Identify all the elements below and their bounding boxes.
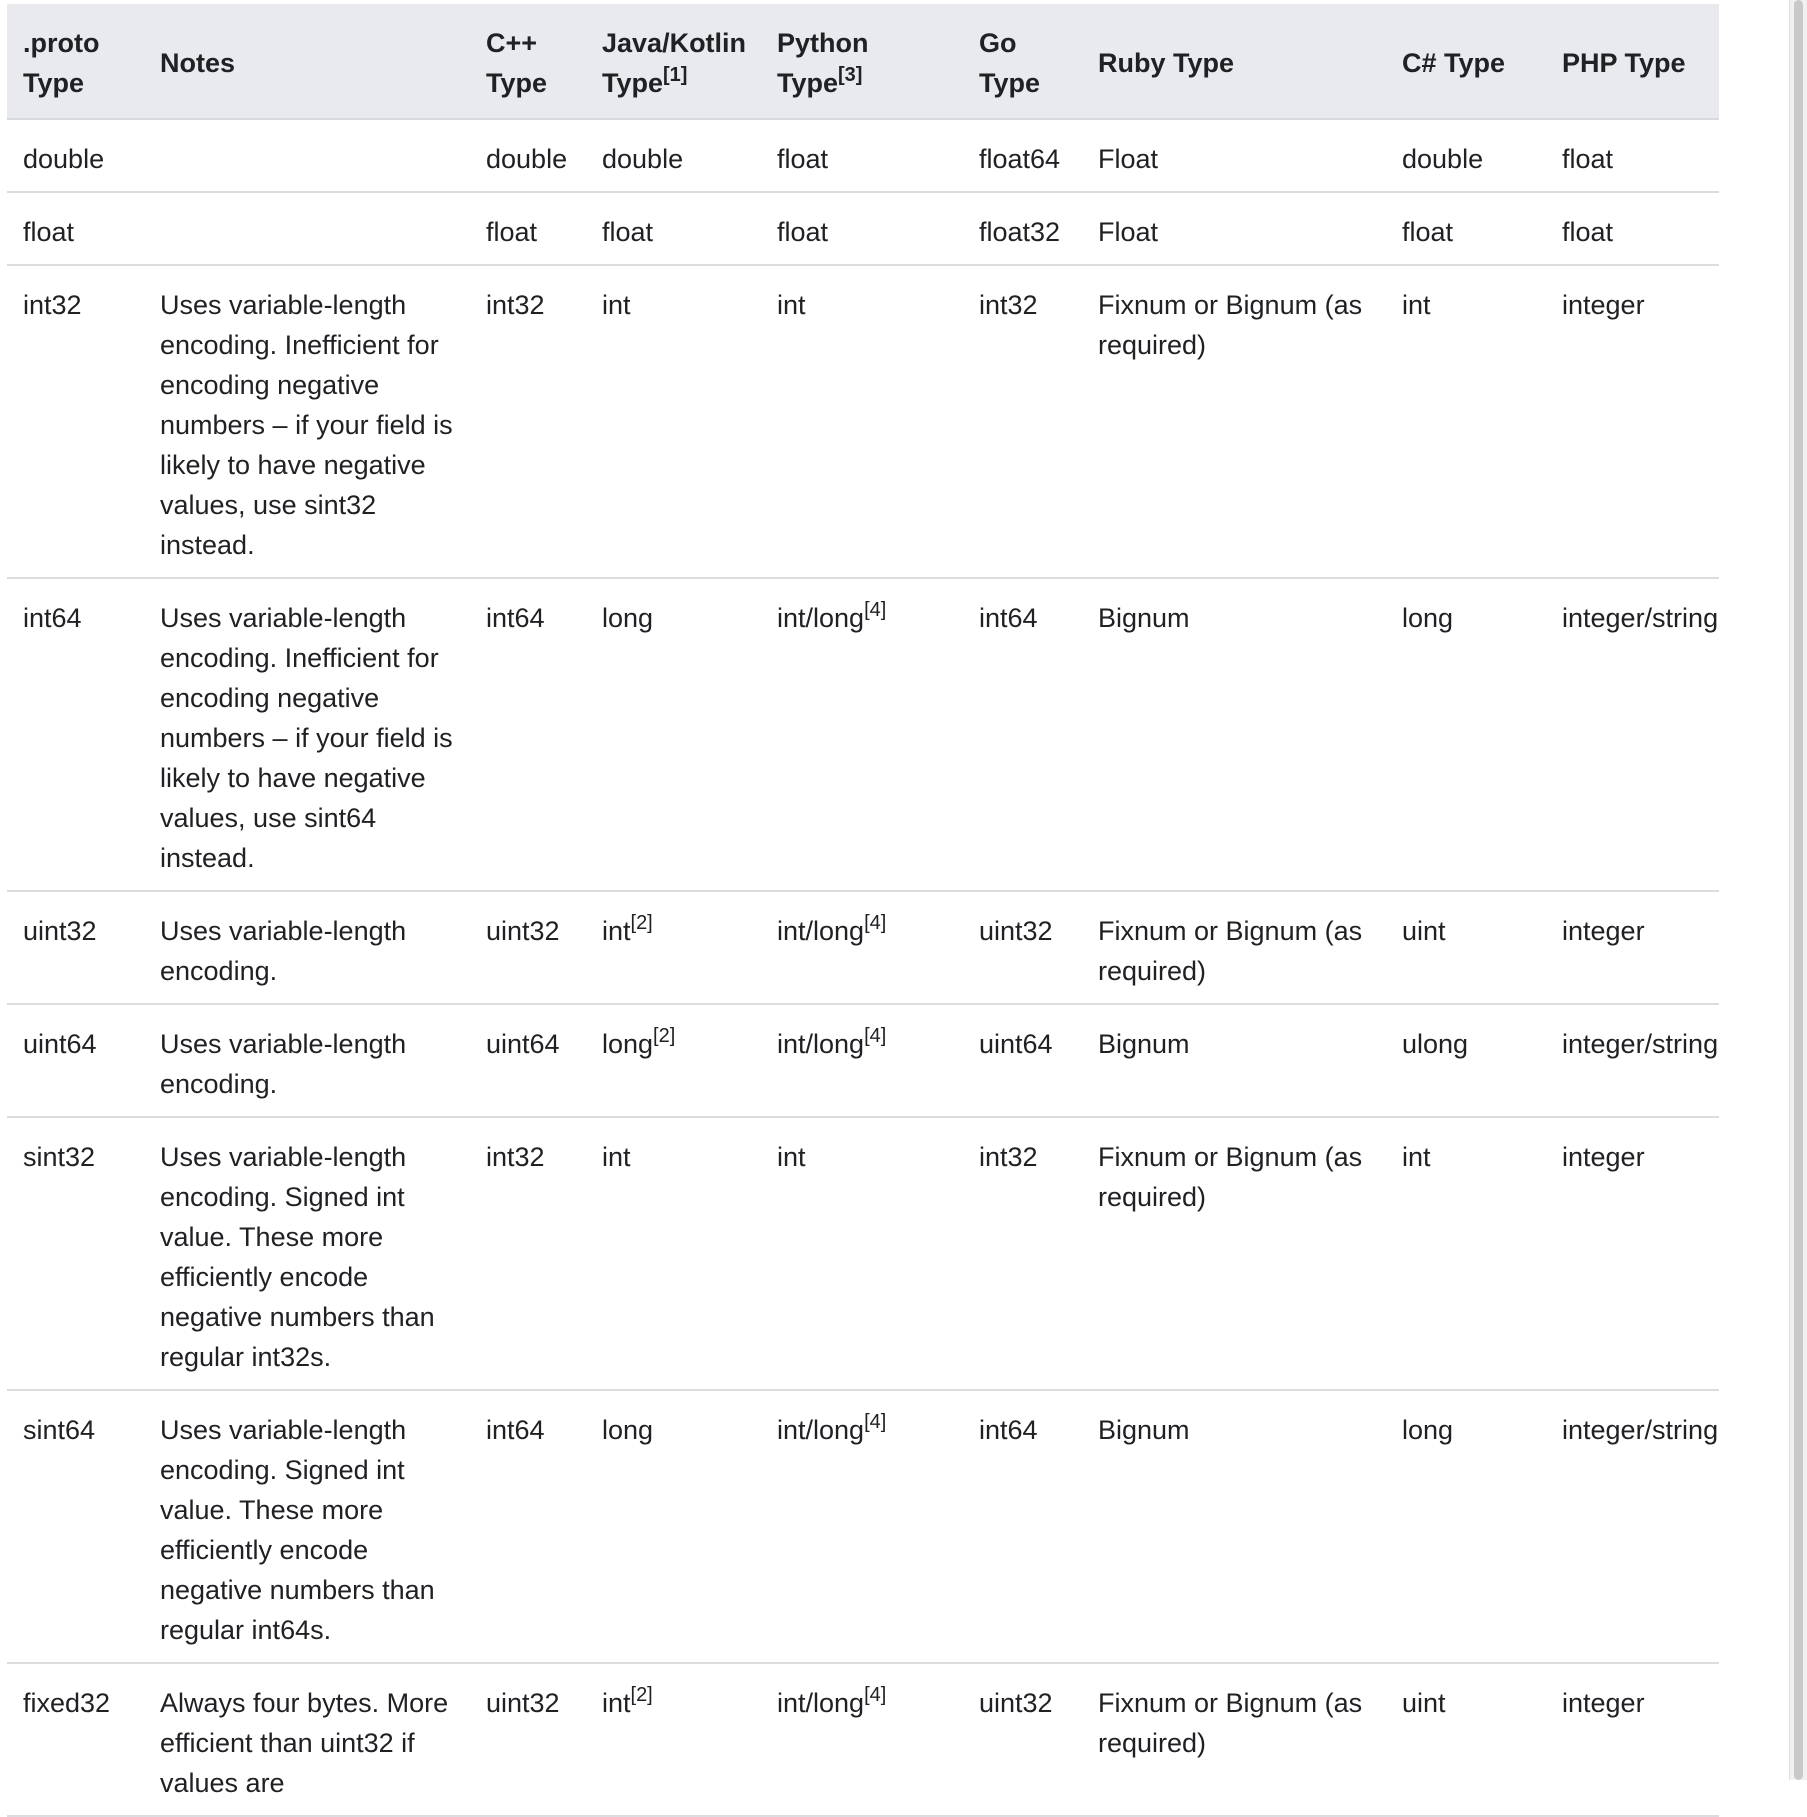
column-header-csharp-type bbox=[1386, 4, 1546, 119]
cell-text: int64 bbox=[486, 603, 545, 633]
table-cell-python-type bbox=[761, 1117, 963, 1390]
table-cell-java-kotlin-type bbox=[586, 1004, 761, 1117]
cell-text: float bbox=[486, 217, 538, 247]
cell-text: uint bbox=[1402, 916, 1446, 946]
cell-text: int bbox=[1402, 290, 1431, 320]
table-cell-ruby-type bbox=[1082, 578, 1386, 891]
table-cell-proto-type bbox=[7, 1004, 144, 1117]
column-header-cpp-type bbox=[470, 4, 586, 119]
table-cell-php-type bbox=[1546, 119, 1719, 192]
cell-text: int/long bbox=[777, 603, 865, 633]
table-cell-csharp-type bbox=[1386, 1117, 1546, 1390]
cell-text: long bbox=[1402, 1415, 1454, 1445]
table-cell-go-type bbox=[963, 1004, 1082, 1117]
cell-text: sint64 bbox=[23, 1415, 96, 1445]
table-cell-proto-type bbox=[7, 265, 144, 578]
cell-text: float32 bbox=[979, 217, 1061, 247]
cell-text: uint32 bbox=[979, 1688, 1053, 1718]
column-header-proto-type bbox=[7, 4, 144, 119]
cell-text: Uses variable-length encoding. Signed int value. These more efficiently encode negative numbers than regular int32s. bbox=[160, 1142, 435, 1372]
cell-text: Fixnum or Bignum (as required) bbox=[1098, 1688, 1363, 1758]
table-cell-csharp-type bbox=[1386, 1390, 1546, 1663]
cell-text: int64 bbox=[23, 603, 82, 633]
footnote-ref[interactable]: [2] bbox=[630, 912, 653, 935]
table-cell-ruby-type bbox=[1082, 1117, 1386, 1390]
table-row bbox=[7, 578, 1719, 891]
footnote-ref[interactable]: [4] bbox=[864, 599, 887, 622]
table-cell-cpp-type bbox=[470, 192, 586, 265]
table-cell-go-type bbox=[963, 1390, 1082, 1663]
table-cell-csharp-type bbox=[1386, 192, 1546, 265]
table-cell-proto-type bbox=[7, 891, 144, 1004]
table-cell-csharp-type bbox=[1386, 119, 1546, 192]
cell-text: uint64 bbox=[979, 1029, 1053, 1059]
table-cell-proto-type bbox=[7, 192, 144, 265]
table-cell-python-type bbox=[761, 1004, 963, 1117]
table-cell-java-kotlin-type bbox=[586, 578, 761, 891]
cell-text: float bbox=[777, 217, 829, 247]
column-header-ruby-type bbox=[1082, 4, 1386, 119]
cell-text: Fixnum or Bignum (as required) bbox=[1098, 1142, 1363, 1212]
table-row bbox=[7, 1663, 1719, 1816]
cell-text: integer bbox=[1562, 1142, 1645, 1172]
cell-text: Uses variable-length encoding. bbox=[160, 916, 407, 986]
footnote-ref[interactable]: [4] bbox=[864, 1411, 887, 1434]
cell-text: int32 bbox=[979, 290, 1038, 320]
cell-text: double bbox=[602, 144, 684, 174]
footnote-ref[interactable]: [2] bbox=[630, 1684, 653, 1707]
table-cell-csharp-type bbox=[1386, 1663, 1546, 1816]
table-cell-php-type bbox=[1546, 1004, 1719, 1117]
column-header-label: Java/Kotlin Type bbox=[602, 28, 747, 98]
table-row bbox=[7, 119, 1719, 192]
table-cell-notes bbox=[144, 1663, 470, 1816]
cell-text: int/long bbox=[777, 1029, 865, 1059]
table-cell-proto-type bbox=[7, 119, 144, 192]
table-cell-cpp-type bbox=[470, 1117, 586, 1390]
table-cell-cpp-type bbox=[470, 1390, 586, 1663]
footnote-ref[interactable]: [4] bbox=[864, 1025, 887, 1048]
cell-text: fixed32 bbox=[23, 1688, 111, 1718]
cell-text: int64 bbox=[979, 603, 1038, 633]
footnote-ref[interactable]: [3] bbox=[838, 64, 863, 87]
cell-text: uint32 bbox=[979, 916, 1053, 946]
cell-text: Uses variable-length encoding. Inefficient for encoding negative numbers – if your field is likely to have negative values, use sint64 instead. bbox=[160, 603, 453, 873]
cell-text: double bbox=[23, 144, 105, 174]
cell-text: float bbox=[1562, 144, 1614, 174]
table-cell-cpp-type bbox=[470, 265, 586, 578]
cell-text: long bbox=[602, 603, 654, 633]
table-cell-notes bbox=[144, 891, 470, 1004]
cell-text: Bignum bbox=[1098, 603, 1190, 633]
table-cell-java-kotlin-type bbox=[586, 192, 761, 265]
column-header-label: Go Type bbox=[979, 28, 1041, 98]
cell-text: Bignum bbox=[1098, 1029, 1190, 1059]
table-cell-cpp-type bbox=[470, 119, 586, 192]
cell-text: long bbox=[1402, 603, 1454, 633]
cell-text: int bbox=[602, 1688, 631, 1718]
type-mapping-table bbox=[7, 4, 1719, 1817]
cell-text: int bbox=[602, 916, 631, 946]
cell-text: ulong bbox=[1402, 1029, 1469, 1059]
table-cell-java-kotlin-type bbox=[586, 1663, 761, 1816]
cell-text: Fixnum or Bignum (as required) bbox=[1098, 290, 1363, 360]
cell-text: integer bbox=[1562, 1688, 1645, 1718]
cell-text: Float bbox=[1098, 217, 1159, 247]
table-cell-proto-type bbox=[7, 1117, 144, 1390]
cell-text: float bbox=[23, 217, 75, 247]
table-header bbox=[7, 4, 1719, 119]
cell-text: float bbox=[777, 144, 829, 174]
cell-text: int bbox=[602, 1142, 631, 1172]
cell-text: float bbox=[1402, 217, 1454, 247]
table-cell-python-type bbox=[761, 119, 963, 192]
table-cell-notes bbox=[144, 1004, 470, 1117]
cell-text: uint64 bbox=[486, 1029, 560, 1059]
column-header-go-type bbox=[963, 4, 1082, 119]
table-cell-cpp-type bbox=[470, 1663, 586, 1816]
table-cell-go-type bbox=[963, 265, 1082, 578]
table-cell-notes bbox=[144, 119, 470, 192]
cell-text: float64 bbox=[979, 144, 1061, 174]
column-header-label: Python Type bbox=[777, 28, 869, 98]
column-header-label: .proto Type bbox=[23, 28, 100, 98]
column-header-label: Ruby Type bbox=[1098, 48, 1235, 78]
table-cell-php-type bbox=[1546, 192, 1719, 265]
cell-text: int32 bbox=[23, 290, 82, 320]
table-cell-cpp-type bbox=[470, 891, 586, 1004]
vertical-scrollbar[interactable] bbox=[1789, 0, 1807, 1780]
table-cell-php-type bbox=[1546, 1390, 1719, 1663]
table-cell-go-type bbox=[963, 891, 1082, 1004]
cell-text: sint32 bbox=[23, 1142, 96, 1172]
cell-text: Uses variable-length encoding. bbox=[160, 1029, 407, 1099]
table-cell-ruby-type bbox=[1082, 192, 1386, 265]
cell-text: int32 bbox=[979, 1142, 1038, 1172]
cell-text: long bbox=[602, 1029, 654, 1059]
cell-text: int/long bbox=[777, 1688, 865, 1718]
cell-text: uint bbox=[1402, 1688, 1446, 1718]
table-cell-python-type bbox=[761, 192, 963, 265]
column-header-label: C# Type bbox=[1402, 48, 1506, 78]
cell-text: Uses variable-length encoding. Inefficient for encoding negative numbers – if your field is likely to have negative values, use sint32 instead. bbox=[160, 290, 453, 560]
table-cell-python-type bbox=[761, 265, 963, 578]
table-cell-csharp-type bbox=[1386, 1004, 1546, 1117]
cell-text: int64 bbox=[979, 1415, 1038, 1445]
cell-text: integer/string bbox=[1562, 1029, 1719, 1059]
table-cell-python-type bbox=[761, 891, 963, 1004]
table-row bbox=[7, 891, 1719, 1004]
table-cell-proto-type bbox=[7, 1390, 144, 1663]
table-cell-go-type bbox=[963, 578, 1082, 891]
table-cell-ruby-type bbox=[1082, 1663, 1386, 1816]
cell-text: uint32 bbox=[486, 1688, 560, 1718]
cell-text: Float bbox=[1098, 144, 1159, 174]
table-cell-python-type bbox=[761, 1663, 963, 1816]
column-header-label: Notes bbox=[160, 48, 236, 78]
table-cell-php-type bbox=[1546, 578, 1719, 891]
column-header-php-type bbox=[1546, 4, 1719, 119]
cell-text: int32 bbox=[486, 290, 545, 320]
cell-text: integer bbox=[1562, 290, 1645, 320]
table-row bbox=[7, 1117, 1719, 1390]
footnote-ref[interactable]: [4] bbox=[864, 912, 887, 935]
column-header-java-kotlin-type bbox=[586, 4, 761, 119]
table-cell-go-type bbox=[963, 1663, 1082, 1816]
table-cell-go-type bbox=[963, 192, 1082, 265]
cell-text: uint64 bbox=[23, 1029, 97, 1059]
cell-text: Always four bytes. More efficient than uint32 if values are bbox=[160, 1688, 449, 1798]
cell-text: int64 bbox=[486, 1415, 545, 1445]
cell-text: int/long bbox=[777, 1415, 865, 1445]
cell-text: float bbox=[602, 217, 654, 247]
table-cell-ruby-type bbox=[1082, 119, 1386, 192]
table-cell-cpp-type bbox=[470, 578, 586, 891]
table-row bbox=[7, 265, 1719, 578]
cell-text: int bbox=[1402, 1142, 1431, 1172]
cell-text: uint32 bbox=[23, 916, 97, 946]
table-cell-php-type bbox=[1546, 891, 1719, 1004]
table-cell-go-type bbox=[963, 119, 1082, 192]
table-cell-cpp-type bbox=[470, 1004, 586, 1117]
table-cell-java-kotlin-type bbox=[586, 891, 761, 1004]
column-header-label: C++ Type bbox=[486, 28, 548, 98]
table-cell-csharp-type bbox=[1386, 578, 1546, 891]
table-cell-notes bbox=[144, 265, 470, 578]
cell-text: integer/string bbox=[1562, 1415, 1719, 1445]
table-cell-csharp-type bbox=[1386, 265, 1546, 578]
cell-text: Bignum bbox=[1098, 1415, 1190, 1445]
type-mapping-table-container bbox=[7, 4, 1719, 1798]
table-cell-proto-type bbox=[7, 1663, 144, 1816]
cell-text: Fixnum or Bignum (as required) bbox=[1098, 916, 1363, 986]
table-cell-ruby-type bbox=[1082, 1390, 1386, 1663]
table-cell-notes bbox=[144, 1390, 470, 1663]
column-header-label: PHP Type bbox=[1562, 48, 1686, 78]
table-cell-go-type bbox=[963, 1117, 1082, 1390]
table-cell-proto-type bbox=[7, 578, 144, 891]
cell-text: integer/string bbox=[1562, 603, 1719, 633]
table-cell-php-type bbox=[1546, 1663, 1719, 1816]
header-row bbox=[7, 4, 1719, 119]
table-cell-python-type bbox=[761, 1390, 963, 1663]
table-cell-ruby-type bbox=[1082, 1004, 1386, 1117]
table-cell-ruby-type bbox=[1082, 265, 1386, 578]
table-cell-csharp-type bbox=[1386, 891, 1546, 1004]
table-cell-python-type bbox=[761, 578, 963, 891]
cell-text: integer bbox=[1562, 916, 1645, 946]
cell-text: float bbox=[1562, 217, 1614, 247]
table-cell-php-type bbox=[1546, 1117, 1719, 1390]
column-header-python-type bbox=[761, 4, 963, 119]
cell-text: int bbox=[777, 1142, 806, 1172]
table-cell-notes bbox=[144, 1117, 470, 1390]
table-cell-java-kotlin-type bbox=[586, 119, 761, 192]
cell-text: int bbox=[777, 290, 806, 320]
cell-text: int bbox=[602, 290, 631, 320]
table-body bbox=[7, 119, 1719, 1816]
column-header-notes bbox=[144, 4, 470, 119]
table-cell-notes bbox=[144, 578, 470, 891]
footnote-ref[interactable]: [1] bbox=[663, 64, 688, 87]
table-cell-php-type bbox=[1546, 265, 1719, 578]
table-cell-java-kotlin-type bbox=[586, 265, 761, 578]
cell-text: uint32 bbox=[486, 916, 560, 946]
table-cell-java-kotlin-type bbox=[586, 1390, 761, 1663]
cell-text: int32 bbox=[486, 1142, 545, 1172]
table-row bbox=[7, 1004, 1719, 1117]
table-cell-notes bbox=[144, 192, 470, 265]
footnote-ref[interactable]: [2] bbox=[653, 1025, 676, 1048]
footnote-ref[interactable]: [4] bbox=[864, 1684, 887, 1707]
cell-text: long bbox=[602, 1415, 654, 1445]
table-row bbox=[7, 1390, 1719, 1663]
scrollbar-thumb[interactable] bbox=[1794, 0, 1803, 1780]
table-cell-ruby-type bbox=[1082, 891, 1386, 1004]
table-cell-java-kotlin-type bbox=[586, 1117, 761, 1390]
cell-text: int/long bbox=[777, 916, 865, 946]
cell-text: Uses variable-length encoding. Signed int value. These more efficiently encode negative numbers than regular int64s. bbox=[160, 1415, 435, 1645]
cell-text: double bbox=[1402, 144, 1484, 174]
table-row bbox=[7, 192, 1719, 265]
cell-text: double bbox=[486, 144, 568, 174]
